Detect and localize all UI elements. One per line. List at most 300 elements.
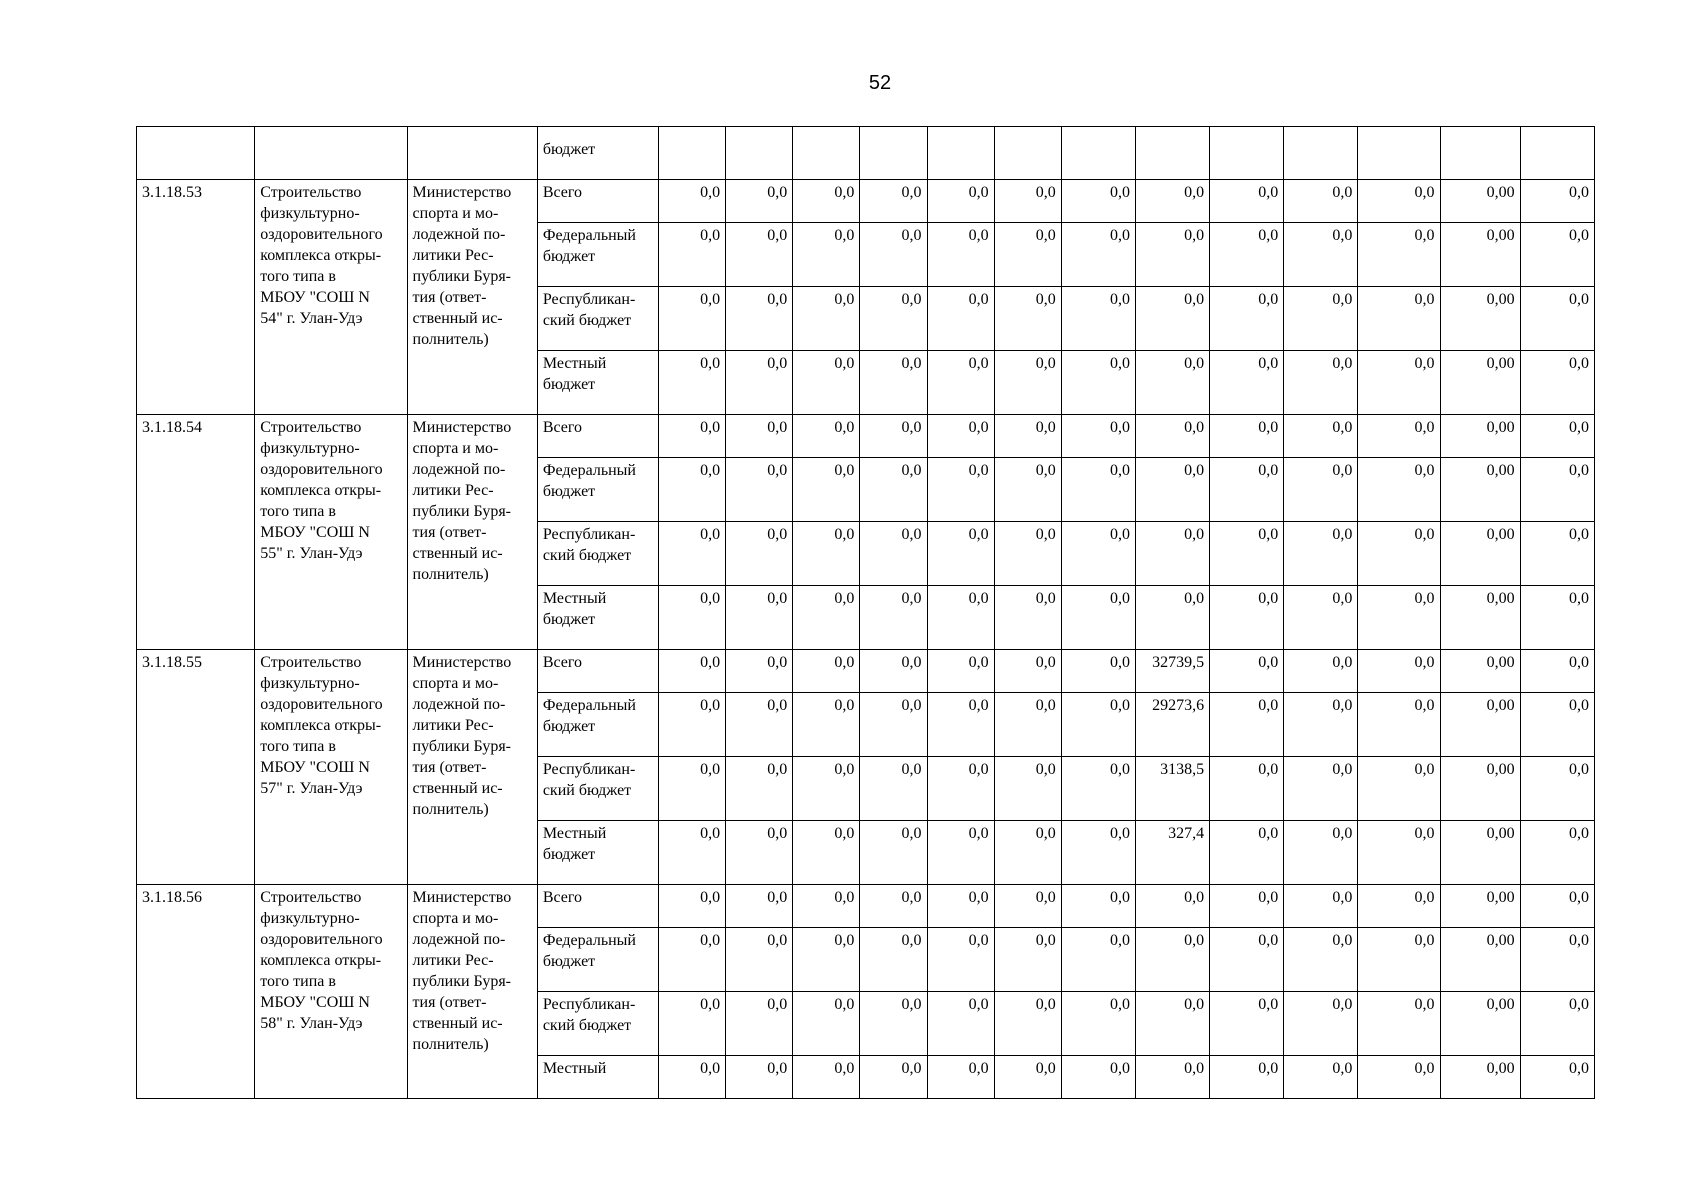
text-line: ский бюджет [542,782,632,799]
value-cell: 0,00 [1440,351,1520,415]
value-cell: 0,0 [1520,650,1594,693]
text-line: полнитель) [412,1036,489,1053]
value-cell: 0,0 [1135,351,1209,415]
value-cell: 0,0 [1284,757,1358,821]
value-cell: 0,0 [1284,586,1358,650]
text-line: Федеральный [542,932,636,949]
value-cell: 0,0 [1284,351,1358,415]
value-cell: 0,0 [927,223,994,287]
source-cell [537,351,658,415]
table-row [137,415,1595,458]
text-line: Министерство [412,419,512,436]
text-line: бюджет [542,611,596,628]
value-cell: 0,0 [726,287,793,351]
value-cell: 0,0 [927,180,994,223]
value-cell: 0,0 [927,821,994,885]
value-cell: 0,0 [1520,821,1594,885]
value-cell: 0,0 [1135,928,1209,992]
text-line: того типа в [260,268,336,285]
value-cell: 0,0 [1061,757,1135,821]
value-cell: 0,0 [1358,992,1440,1056]
text-line: МБОУ "СОШ N [260,994,370,1011]
value-cell: 0,0 [860,928,927,992]
value-cell: 0,0 [927,992,994,1056]
text-line: Строительство [260,654,362,671]
name-cell [255,415,407,650]
value-cell: 0,0 [1520,992,1594,1056]
text-line: 58" г. Улан-Удэ [260,1015,363,1032]
text-line: оздоровительного [260,931,383,948]
text-line: МБОУ "СОШ N [260,289,370,306]
value-cell: 0,0 [1284,1056,1358,1099]
source-cell [537,1056,658,1099]
source-cell [537,693,658,757]
value-cell [1440,127,1520,180]
value-cell: 0,0 [793,1056,860,1099]
value-cell [860,127,927,180]
value-cell: 0,0 [659,415,726,458]
value-cell: 0,0 [1358,458,1440,522]
source-cell [537,458,658,522]
value-cell: 0,0 [1135,458,1209,522]
value-cell: 0,0 [994,415,1061,458]
text-line: бюджет [542,718,596,735]
value-cell [1061,127,1135,180]
value-cell: 0,0 [994,351,1061,415]
text-line: ственный ис- [412,1015,503,1032]
value-cell: 0,0 [1520,522,1594,586]
text-line: ственный ис- [412,310,503,327]
value-cell: 0,0 [994,180,1061,223]
value-cell: 0,0 [793,458,860,522]
value-cell: 0,0 [1210,992,1284,1056]
value-cell: 0,00 [1440,287,1520,351]
text-line: Республикан- [542,526,636,543]
value-cell: 0,0 [793,757,860,821]
value-cell: 0,0 [793,522,860,586]
value-cell: 0,0 [793,180,860,223]
value-cell: 0,00 [1440,180,1520,223]
value-cell: 0,0 [1284,287,1358,351]
value-cell: 0,0 [1061,992,1135,1056]
value-cell: 0,00 [1440,415,1520,458]
name-cell [255,127,407,180]
value-cell: 0,0 [1210,693,1284,757]
text-line: Федеральный [542,462,636,479]
text-line: МБОУ "СОШ N [260,759,370,776]
value-cell: 0,0 [1135,522,1209,586]
value-cell: 0,0 [1061,458,1135,522]
value-cell: 0,0 [1210,757,1284,821]
value-cell [793,127,860,180]
value-cell: 0,0 [1284,223,1358,287]
value-cell [1135,127,1209,180]
text-line: публики Буря- [412,738,511,755]
text-line: спорта и мо- [412,205,499,222]
value-cell: 0,0 [1520,885,1594,928]
text-line: физкультурно- [260,910,360,927]
value-cell: 0,0 [1061,287,1135,351]
value-cell: 0,0 [1520,693,1594,757]
value-cell: 0,0 [726,928,793,992]
value-cell: 0,0 [1061,415,1135,458]
value-cell: 0,0 [1284,458,1358,522]
text-line: полнитель) [412,331,489,348]
value-cell [1284,127,1358,180]
code-cell: 3.1.18.55 [137,650,255,885]
value-cell: 0,0 [994,885,1061,928]
value-cell: 0,0 [860,522,927,586]
source-cell [537,287,658,351]
value-cell: 0,0 [860,415,927,458]
value-cell: 0,0 [659,180,726,223]
text-line: публики Буря- [412,973,511,990]
value-cell: 0,0 [927,1056,994,1099]
text-line: Всего [542,889,583,906]
value-cell: 0,0 [1520,928,1594,992]
continuation-row [137,127,1595,180]
value-cell: 0,00 [1440,757,1520,821]
value-cell: 0,0 [1135,415,1209,458]
name-cell [255,885,407,1099]
text-line: Местный [542,590,607,607]
value-cell: 0,0 [726,650,793,693]
value-cell: 0,0 [994,458,1061,522]
text-line: публики Буря- [412,268,511,285]
value-cell: 0,0 [994,821,1061,885]
value-cell: 0,0 [1210,650,1284,693]
value-cell: 0,00 [1440,223,1520,287]
value-cell: 0,0 [927,287,994,351]
value-cell: 0,0 [1061,928,1135,992]
text-line: оздоровительного [260,226,383,243]
value-cell: 0,0 [726,415,793,458]
budget-table [136,126,1595,1099]
value-cell: 0,0 [1358,885,1440,928]
source-cell [537,992,658,1056]
value-cell: 0,0 [659,287,726,351]
value-cell: 0,0 [994,287,1061,351]
value-cell: 0,0 [1520,351,1594,415]
text-line: Республикан- [542,761,636,778]
value-cell: 0,0 [726,693,793,757]
value-cell: 0,0 [1210,458,1284,522]
value-cell: 0,0 [1061,1056,1135,1099]
text-line: бюджет [542,846,596,863]
text-line: тия (ответ- [412,759,487,776]
value-cell: 0,0 [1358,415,1440,458]
text-line: бюджет [542,248,596,265]
text-line: физкультурно- [260,440,360,457]
value-cell: 0,0 [1284,992,1358,1056]
value-cell: 0,0 [726,458,793,522]
code-cell: 3.1.18.54 [137,415,255,650]
text-line: Строительство [260,419,362,436]
value-cell: 0,00 [1440,928,1520,992]
text-line: тия (ответ- [412,289,487,306]
value-cell: 0,0 [726,522,793,586]
text-line: Всего [542,419,583,436]
value-cell: 0,0 [927,693,994,757]
value-cell: 0,0 [659,821,726,885]
value-cell: 0,0 [1358,287,1440,351]
source-cell [537,885,658,928]
code-cell [137,127,255,180]
value-cell: 0,0 [726,821,793,885]
value-cell: 0,0 [1358,757,1440,821]
table-body [137,127,1595,1099]
text-line: комплекса откры- [260,482,382,499]
value-cell: 29273,6 [1135,693,1209,757]
value-cell: 0,0 [927,586,994,650]
value-cell: 0,00 [1440,821,1520,885]
value-cell: 0,0 [927,415,994,458]
org-cell [407,180,537,415]
org-cell [407,650,537,885]
text-line: 54" г. Улан-Удэ [260,310,363,327]
value-cell: 0,0 [1135,586,1209,650]
value-cell: 0,0 [1061,885,1135,928]
source-cell [537,223,658,287]
source-cell [537,586,658,650]
value-cell [726,127,793,180]
text-line: бюджет [542,376,596,393]
value-cell: 0,0 [726,586,793,650]
value-cell: 0,0 [659,223,726,287]
value-cell: 0,0 [994,757,1061,821]
value-cell: 0,0 [1061,522,1135,586]
value-cell: 0,0 [860,650,927,693]
value-cell: 0,0 [659,693,726,757]
value-cell: 0,0 [793,223,860,287]
text-line: тия (ответ- [412,994,487,1011]
value-cell: 0,0 [1210,586,1284,650]
value-cell: 0,0 [994,693,1061,757]
source-cell [537,650,658,693]
text-line: ский бюджет [542,547,632,564]
value-cell: 0,0 [1284,180,1358,223]
org-cell [407,127,537,180]
value-cell: 0,0 [793,586,860,650]
value-cell: 0,0 [1358,928,1440,992]
value-cell: 0,0 [860,287,927,351]
source-cell [537,821,658,885]
value-cell: 0,0 [1520,223,1594,287]
value-cell: 0,0 [1135,223,1209,287]
value-cell: 0,0 [1135,180,1209,223]
text-line: лодежной по- [412,226,506,243]
value-cell: 0,0 [726,992,793,1056]
value-cell: 0,0 [927,351,994,415]
text-line: физкультурно- [260,205,360,222]
text-line: комплекса откры- [260,717,382,734]
value-cell: 0,0 [793,992,860,1056]
value-cell: 0,0 [659,1056,726,1099]
text-line: публики Буря- [412,503,511,520]
value-cell: 0,0 [860,1056,927,1099]
text-line: Местный [542,355,607,372]
value-cell: 0,0 [726,757,793,821]
value-cell: 0,0 [1358,650,1440,693]
value-cell: 0,0 [659,757,726,821]
text-line: Строительство [260,184,362,201]
value-cell: 0,0 [1210,223,1284,287]
value-cell: 0,0 [659,458,726,522]
name-cell [255,180,407,415]
value-cell: 0,0 [860,180,927,223]
value-cell: 0,0 [726,180,793,223]
value-cell: 0,0 [726,885,793,928]
value-cell: 3138,5 [1135,757,1209,821]
value-cell: 0,0 [1358,586,1440,650]
source-cell [537,928,658,992]
value-cell: 0,0 [1284,693,1358,757]
table-row [137,650,1595,693]
value-cell: 0,0 [1210,180,1284,223]
text-line: Строительство [260,889,362,906]
value-cell: 0,0 [659,928,726,992]
value-cell: 0,0 [1284,928,1358,992]
text-line: того типа в [260,973,336,990]
value-cell: 0,0 [1520,1056,1594,1099]
value-cell: 0,00 [1440,650,1520,693]
value-cell: 0,0 [1061,821,1135,885]
value-cell: 0,00 [1440,992,1520,1056]
value-cell: 0,0 [860,458,927,522]
value-cell: 0,0 [927,522,994,586]
value-cell [1210,127,1284,180]
value-cell: 0,00 [1440,693,1520,757]
code-cell: 3.1.18.53 [137,180,255,415]
value-cell: 0,0 [927,928,994,992]
value-cell: 0,0 [994,1056,1061,1099]
text-line: МБОУ "СОШ N [260,524,370,541]
text-line: ственный ис- [412,545,503,562]
value-cell: 0,0 [1358,522,1440,586]
value-cell [1358,127,1440,180]
text-line: литики Рес- [412,952,494,969]
text-line: Федеральный [542,697,636,714]
text-line: полнитель) [412,566,489,583]
value-cell: 0,0 [1061,693,1135,757]
value-cell: 0,0 [1284,885,1358,928]
value-cell: 0,0 [1358,180,1440,223]
text-line: комплекса откры- [260,952,382,969]
value-cell: 0,0 [659,351,726,415]
value-cell: 0,0 [994,650,1061,693]
value-cell: 0,0 [1520,415,1594,458]
value-cell: 0,0 [1210,287,1284,351]
value-cell [994,127,1061,180]
value-cell: 0,0 [793,928,860,992]
text-line: спорта и мо- [412,675,499,692]
text-line: лодежной по- [412,461,506,478]
value-cell: 0,0 [1135,1056,1209,1099]
text-line: литики Рес- [412,717,494,734]
text-line: 57" г. Улан-Удэ [260,780,363,797]
source-cell [537,415,658,458]
value-cell: 0,0 [659,650,726,693]
text-line: спорта и мо- [412,440,499,457]
text-line: тия (ответ- [412,524,487,541]
text-line: полнитель) [412,801,489,818]
source-cell [537,522,658,586]
text-line: Республикан- [542,291,636,308]
value-cell: 0,0 [860,351,927,415]
value-cell: 0,0 [1210,821,1284,885]
text-line: Местный [542,825,607,842]
text-line: того типа в [260,738,336,755]
value-cell: 0,0 [1135,885,1209,928]
table-row [137,885,1595,928]
text-line: литики Рес- [412,482,494,499]
value-cell: 0,0 [1358,821,1440,885]
text-line: Республикан- [542,996,636,1013]
value-cell: 0,0 [860,885,927,928]
code-cell: 3.1.18.56 [137,885,255,1099]
value-cell: 0,0 [1210,928,1284,992]
value-cell: 0,0 [860,693,927,757]
value-cell: 0,0 [659,885,726,928]
text-line: Министерство [412,889,512,906]
value-cell: 0,0 [860,992,927,1056]
value-cell: 0,0 [1358,693,1440,757]
value-cell: 0,0 [1061,351,1135,415]
value-cell: 0,0 [927,458,994,522]
org-cell [407,885,537,1099]
text-line: бюджет [542,953,596,970]
text-line: литики Рес- [412,247,494,264]
value-cell: 0,0 [1284,650,1358,693]
value-cell: 0,0 [1210,522,1284,586]
value-cell: 0,0 [994,223,1061,287]
value-cell: 0,0 [1358,351,1440,415]
source-cell: бюджет [537,127,658,180]
value-cell: 0,0 [1520,287,1594,351]
value-cell: 0,0 [726,1056,793,1099]
value-cell: 0,0 [1061,180,1135,223]
value-cell: 0,0 [927,885,994,928]
text-line: Министерство [412,654,512,671]
table-row [137,180,1595,223]
value-cell: 0,0 [860,223,927,287]
value-cell: 0,0 [793,693,860,757]
value-cell: 0,0 [1210,885,1284,928]
value-cell: 0,0 [1284,415,1358,458]
text-line: Всего [542,184,583,201]
value-cell: 0,0 [1520,458,1594,522]
text-line: Министерство [412,184,512,201]
source-cell [537,180,658,223]
text-line: лодежной по- [412,696,506,713]
value-cell: 0,0 [994,522,1061,586]
value-cell: 0,0 [659,586,726,650]
value-cell: 0,0 [994,586,1061,650]
value-cell: 0,0 [1358,1056,1440,1099]
value-cell: 0,00 [1440,586,1520,650]
value-cell: 0,0 [1135,287,1209,351]
value-cell [927,127,994,180]
text-line: Местный [542,1060,607,1077]
value-cell: 0,0 [793,821,860,885]
value-cell: 0,0 [1284,821,1358,885]
text-line: спорта и мо- [412,910,499,927]
text-line: лодежной по- [412,931,506,948]
value-cell: 0,0 [1061,586,1135,650]
value-cell: 0,0 [860,757,927,821]
value-cell: 0,0 [793,287,860,351]
value-cell: 0,0 [1520,757,1594,821]
